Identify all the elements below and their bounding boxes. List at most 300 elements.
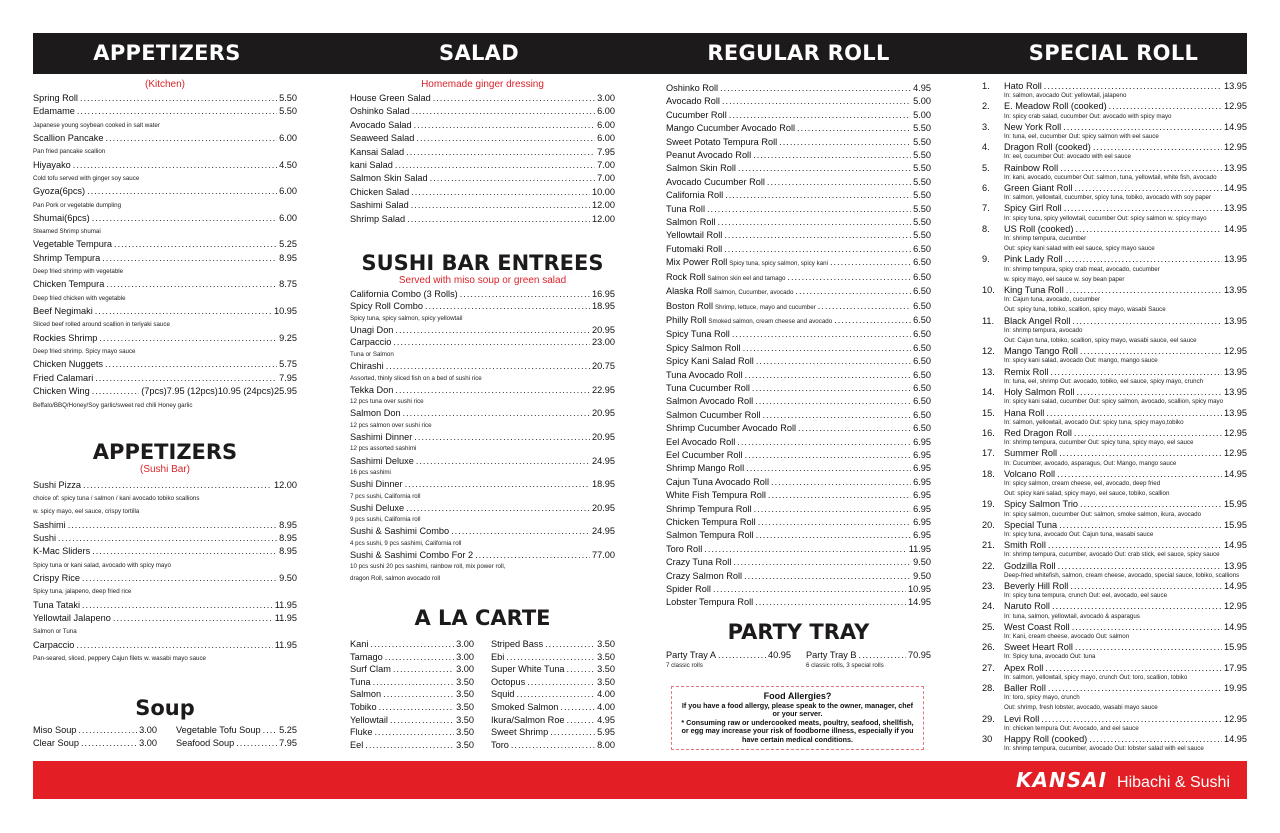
item-price: 12.95 <box>1224 101 1247 112</box>
item-name: Tuna Avocado Roll <box>666 369 743 380</box>
menu-item <box>666 382 931 395</box>
item-name: Shrimp Mango Roll <box>666 463 745 474</box>
menu-item <box>666 122 931 135</box>
item-name: Dragon Roll (cooked) <box>1004 142 1091 153</box>
item-description: In: shrimp tempura, cucumber, avocado Out: lobster salad with eel sauce <box>1004 745 1204 753</box>
item-price: 5.25 <box>279 725 297 735</box>
item-description: In: chicken tempura Out: Avocado, and eel sauce <box>1004 724 1139 732</box>
item-name: Crazy Salmon Roll <box>666 570 743 581</box>
leader-dots <box>1066 285 1222 295</box>
item-price: 14.95 <box>908 597 931 608</box>
special-roll-item <box>982 101 1247 111</box>
item-name: Gyoza(6pcs) <box>33 186 86 197</box>
item-price: 3.00 <box>456 639 474 649</box>
special-roll-item <box>982 683 1247 693</box>
item-price: 5.50 <box>913 163 931 174</box>
salad-column <box>350 78 615 584</box>
item-description: In: shrimp tempura, cucumber, avocado Out: crab stick, eel sauce, spicy sauce <box>1004 551 1220 559</box>
leader-dots <box>393 336 590 348</box>
appetizers-sushi-title: APPETIZERS <box>92 439 238 464</box>
menu-item <box>33 479 297 492</box>
item-price: 3.00 <box>456 651 474 662</box>
item-price: 6.00 <box>597 119 615 130</box>
item-name: Super White Tuna <box>491 664 565 675</box>
item-number: 28. <box>982 682 995 693</box>
menu-item <box>33 572 297 585</box>
leader-dots <box>1057 469 1222 479</box>
item-price: 5.50 <box>913 136 931 147</box>
menu-item <box>33 612 297 625</box>
item-name: Shrimp Cucumber Avocado Roll <box>666 423 797 434</box>
leader-dots <box>1044 81 1222 91</box>
item-price: 9.50 <box>913 570 931 581</box>
menu-item <box>666 285 931 299</box>
item-price: 14.95 <box>1224 580 1247 591</box>
item-name: Mix Power Roll <box>666 257 728 268</box>
brand-logo <box>1016 761 1230 799</box>
item-number: 16. <box>982 427 995 438</box>
item-description: In: tuna, eel, cucumber Out: spicy salmon with eel sauce <box>1004 133 1159 141</box>
leader-dots <box>395 324 590 336</box>
menu-item <box>350 502 615 514</box>
item-description: In: spicy tuna, avocado Out: Cajun tuna, wasabi sauce <box>1004 530 1154 538</box>
item-number: 11. <box>982 315 995 326</box>
menu-item <box>33 532 297 545</box>
item-description: Salmon, Cucumber, avocado <box>713 289 794 297</box>
item-name: Yellowtail <box>350 714 388 725</box>
item-name: Summer Roll <box>1004 448 1058 459</box>
item-price: 3.50 <box>456 727 474 738</box>
leader-dots <box>76 639 272 652</box>
regular-roll-column <box>666 82 931 610</box>
item-name: Special Tuna <box>1004 519 1058 530</box>
item-price: 10.95 <box>908 584 931 595</box>
leader-dots <box>1075 224 1222 234</box>
item-number: 10. <box>982 285 995 296</box>
leader-dots <box>1074 428 1222 438</box>
item-description: Out: spicy tuna, tobiko, scallion, spicy mayo, wasabi Sauce <box>1004 306 1166 314</box>
item-description: 16 pcs sashimi <box>350 468 391 476</box>
item-name: Tuna Roll <box>666 203 705 214</box>
item-price: 6.50 <box>913 314 931 325</box>
menu-item <box>666 328 931 341</box>
special-roll-item <box>982 448 1247 458</box>
item-price: 6.50 <box>913 423 931 434</box>
leader-dots <box>365 739 454 752</box>
menu-item <box>33 212 297 225</box>
item-name: Philly Roll <box>666 314 707 325</box>
item-name: Sweet Heart Roll <box>1004 642 1073 653</box>
leader-dots <box>517 688 596 701</box>
item-price: 5.00 <box>913 109 931 120</box>
item-price: 5.25 <box>279 239 297 250</box>
item-name: Salmon Tempura Roll <box>666 530 754 541</box>
item-name: Salmon Cucumber Roll <box>666 409 761 420</box>
leader-dots <box>475 549 590 561</box>
menu-item <box>666 176 931 189</box>
item-description: In: spicy salmon, cream cheese, eel, avocado, deep fried <box>1004 479 1161 487</box>
item-name: Rockies Shrimp <box>33 332 98 343</box>
item-price: 13.95 <box>1224 162 1247 173</box>
leader-dots <box>797 122 911 135</box>
leader-dots <box>99 332 277 345</box>
item-description: Deep-fried whitefish, salmon, cream cheese, avocado, special sauce, tobiko, scallions <box>1004 571 1240 579</box>
leader-dots <box>755 596 906 609</box>
allergy-line-1: If you have a food allergy, please speak to the owner, manager, chef <box>681 701 914 710</box>
leader-dots <box>722 95 911 108</box>
item-name: Chicken Nuggets <box>33 359 103 370</box>
item-name: Carpaccio <box>350 337 392 348</box>
item-name: Spicy Salmon Trio <box>1004 499 1079 510</box>
allergy-line-3: * Consuming raw or undercooked meats, poultry, seafood, shellfish, <box>681 717 914 727</box>
item-name: Tuna Tataki <box>33 599 80 610</box>
item-price: 24.95 <box>592 455 615 466</box>
item-price: 12.00 <box>592 200 615 211</box>
menu-item <box>33 238 297 251</box>
item-name: California Roll <box>666 190 724 201</box>
menu-item <box>350 336 615 348</box>
item-price: 23.00 <box>592 337 615 348</box>
item-number: 13. <box>982 366 995 377</box>
leader-dots <box>416 455 590 467</box>
item-name: Green Giant Roll <box>1004 183 1073 194</box>
leader-dots <box>746 462 911 475</box>
leader-dots <box>73 159 277 172</box>
item-name: Shrimp Salad <box>350 213 406 224</box>
item-number: 19. <box>982 499 995 510</box>
item-price: 14.95 <box>1224 183 1247 194</box>
special-roll-item <box>982 520 1247 530</box>
item-name: Mango Cucumber Avocado Roll <box>666 123 796 134</box>
item-number: 9. <box>982 254 990 265</box>
item-price: 11.95 <box>274 639 297 650</box>
item-price: 5.50 <box>913 190 931 201</box>
allergy-title: Food Allergies? <box>763 691 832 701</box>
item-description: choice of: spicy tuna / salmon / kani avocado tobiko scallions <box>33 495 200 503</box>
menu-item <box>33 519 297 532</box>
menu-item <box>666 489 931 502</box>
menu-item <box>491 688 615 701</box>
item-price: 20.95 <box>592 408 615 419</box>
item-price: 4.00 <box>597 701 615 712</box>
item-number: 17. <box>982 448 995 459</box>
item-name: Remix Roll <box>1004 366 1049 377</box>
item-price: 6.95 <box>913 490 931 501</box>
item-name: Eel <box>350 739 364 750</box>
item-description: 4 pcs sushi, 9 pcs sashimi, California roll <box>350 539 462 547</box>
menu-item <box>350 159 615 172</box>
menu-item <box>350 360 615 372</box>
item-price: 24.95 <box>592 526 615 537</box>
leader-dots <box>713 583 906 596</box>
item-price: 8.95 <box>279 532 297 543</box>
item-price: 3.50 <box>597 651 615 662</box>
leader-dots <box>545 638 595 651</box>
leader-dots <box>105 358 277 371</box>
leader-dots <box>406 502 590 514</box>
item-name: California Combo (3 Rolls) <box>350 289 458 300</box>
menu-item <box>491 638 615 651</box>
leader-dots <box>725 189 911 202</box>
menu-item <box>350 288 615 300</box>
leader-dots <box>724 243 911 256</box>
leader-dots <box>263 724 277 737</box>
party-tray-a-price: 40.95 <box>768 650 791 660</box>
item-name: Edamame <box>33 106 75 117</box>
item-description: Pan-seared, sliced, peppery Cajun filets w. wasabi mayo sauce <box>33 654 206 662</box>
leader-dots <box>114 238 277 251</box>
menu-item <box>350 739 474 752</box>
item-description: Out: spicy kani salad with eel sauce, spicy mayo sauce <box>1004 245 1155 253</box>
leader-dots <box>798 422 911 435</box>
menu-item <box>350 638 474 651</box>
leader-dots <box>1048 683 1222 693</box>
item-name: Clear Soup <box>33 738 79 749</box>
item-price: 3.50 <box>456 701 474 712</box>
item-price: 13.95 <box>1224 285 1247 296</box>
leader-dots <box>707 203 911 216</box>
party-tray-section <box>666 620 931 669</box>
item-price: 5.95 <box>597 727 615 738</box>
item-price: 6.95 <box>913 436 931 447</box>
item-price: 22.95 <box>592 384 615 395</box>
item-name: Salmon Don <box>350 408 401 419</box>
menu-item <box>491 714 615 727</box>
leader-dots <box>1060 163 1222 173</box>
leader-dots <box>743 342 912 355</box>
leader-dots <box>425 300 590 312</box>
item-price: 4.00 <box>597 689 615 700</box>
leader-dots <box>1050 367 1222 377</box>
item-description: In: shrimp tempura, cucumber <box>1004 235 1087 243</box>
item-name: Spider Roll <box>666 584 711 595</box>
menu-item <box>666 136 931 149</box>
item-price: 20.95 <box>592 431 615 442</box>
item-name: Eel Avocado Roll <box>666 436 736 447</box>
item-name: Fried Calamari <box>33 372 94 383</box>
item-price: 6.00 <box>597 133 615 144</box>
item-price: 12.95 <box>1224 427 1247 438</box>
menu-item <box>350 199 615 212</box>
leader-dots <box>1072 316 1222 326</box>
item-name: Salmon Skin Roll <box>666 163 736 174</box>
menu-item <box>666 570 931 583</box>
item-name: Sashimi <box>33 519 66 530</box>
menu-item <box>350 714 474 727</box>
leader-dots <box>779 136 911 149</box>
leader-dots <box>430 172 595 185</box>
salad-header: SALAD <box>439 41 519 65</box>
menu-item <box>350 726 474 739</box>
item-description: Smoked salmon, cream cheese and avocado <box>708 317 833 325</box>
leader-dots <box>414 119 595 132</box>
special-roll-item <box>982 346 1247 356</box>
leader-dots <box>830 256 911 269</box>
item-name: Yellowtail Jalapeno <box>33 612 111 623</box>
item-name: Vegetable Tempura <box>33 239 113 250</box>
item-name: Sashimi Deluxe <box>350 455 414 466</box>
special-roll-item <box>982 142 1247 152</box>
menu-item <box>666 503 931 516</box>
item-price: 5.50 <box>913 203 931 214</box>
special-roll-item <box>982 285 1247 295</box>
leader-dots <box>386 360 590 372</box>
item-name: Chirashi <box>350 361 384 372</box>
leader-dots <box>1093 142 1222 152</box>
alacarte-section <box>350 606 615 751</box>
item-name: Squid <box>491 689 515 700</box>
item-description: Deep fried shrimp. Spicy mayo sauce <box>33 348 136 356</box>
item-description: 9 pcs sushi, California roll <box>350 516 421 524</box>
menu-item <box>350 172 615 185</box>
leader-dots <box>758 516 911 529</box>
item-number: 27. <box>982 662 995 673</box>
menu-item <box>666 529 931 542</box>
item-price: 6.00 <box>279 212 297 223</box>
item-price: 6.95 <box>913 476 931 487</box>
menu-item <box>350 688 474 701</box>
item-price: 6.95 <box>913 449 931 460</box>
leader-dots <box>1046 408 1222 418</box>
appetizers-sushi-list <box>33 479 297 665</box>
leader-dots <box>724 229 911 242</box>
leader-dots <box>414 431 590 443</box>
item-price: 3.00 <box>139 725 157 735</box>
item-name: Sweet Potato Tempura Roll <box>666 136 778 147</box>
item-name: Happy Roll (cooked) <box>1004 734 1088 744</box>
leader-dots <box>1065 254 1222 264</box>
item-name: Sushi & Sashimi Combo <box>350 526 450 537</box>
leader-dots <box>745 369 911 382</box>
leader-dots <box>390 714 454 727</box>
item-name: White Fish Tempura Roll <box>666 490 766 501</box>
menu-item <box>33 332 297 345</box>
item-price: 5.50 <box>913 176 931 187</box>
party-tray-b-desc: 6 classic rolls, 3 special rolls <box>806 662 884 670</box>
leader-dots <box>379 701 455 714</box>
alacarte-list-left <box>350 638 474 751</box>
menu-item <box>33 545 297 558</box>
item-price: 6.95 <box>913 463 931 474</box>
item-name: King Tuna Roll <box>1004 285 1064 296</box>
leader-dots <box>105 132 277 145</box>
menu-item <box>33 278 297 291</box>
item-name: Scallion Pancake <box>33 133 104 144</box>
item-price: 16.95 <box>592 289 615 300</box>
leader-dots <box>406 146 595 159</box>
item-description: In: Cucumber, avocado, asparagus, Out: Mango, mango sauce <box>1004 459 1177 467</box>
item-description: In: spicy kani salad, cucumber Out: spicy salmon, avocado, scallion, spicy mayo <box>1004 398 1224 406</box>
item-name: West Coast Roll <box>1004 621 1070 632</box>
item-name: Holy Salmon Roll <box>1004 387 1075 398</box>
item-name: Chicken Tempura Roll <box>666 517 756 527</box>
item-price: 5.50 <box>279 93 297 103</box>
leader-dots <box>77 105 277 118</box>
leader-dots <box>407 213 590 226</box>
item-price: 7.95 <box>279 738 297 749</box>
menu-item <box>33 252 297 265</box>
item-price: 14.95 <box>1224 121 1247 132</box>
item-name: Futomaki Roll <box>666 243 723 254</box>
menu-item <box>33 737 157 750</box>
special-roll-item <box>982 540 1247 550</box>
item-description: Assorted, thinly sliced fish on a bed of sushi rice <box>350 374 482 382</box>
leader-dots <box>1080 346 1222 356</box>
menu-item <box>666 476 931 489</box>
sushi-bar-subtitle: (Sushi Bar) <box>139 463 190 475</box>
item-price: 6.95 <box>913 503 931 514</box>
leader-dots <box>795 285 911 298</box>
item-name: Eel Cucumber Roll <box>666 449 743 460</box>
menu-item <box>33 305 297 318</box>
item-description: Out: Cajun tuna, tobiko, scallion, spicy mayo, wasabi sauce, eel sauce <box>1004 337 1197 345</box>
item-description: In: toro, spicy mayo, crunch <box>1004 694 1080 702</box>
item-description: Japanese young soybean cooked in salt water <box>33 121 160 129</box>
leader-dots <box>567 714 596 727</box>
item-price: 11.95 <box>908 543 931 554</box>
item-name: Godzilla Roll <box>1004 560 1056 571</box>
leader-dots <box>385 651 454 664</box>
item-price: 6.00 <box>597 106 615 117</box>
item-price: 6.50 <box>913 271 931 282</box>
item-name: Rock Roll <box>666 271 706 282</box>
item-price: 14.95 <box>1224 223 1247 234</box>
item-description: Spicy tuna, spicy salmon, spicy yellowtail <box>350 314 463 322</box>
special-roll-item <box>982 163 1247 173</box>
item-price: 15.95 <box>1224 642 1247 653</box>
leader-dots <box>451 525 590 537</box>
leader-dots <box>82 572 277 585</box>
menu-item <box>350 455 615 467</box>
item-description: Tuna or Salmon <box>350 350 394 358</box>
special-roll-list <box>982 81 1247 754</box>
item-description: Salmon skin eel and tamago <box>707 274 786 282</box>
item-description: Deep fried chicken with vegetable <box>33 294 126 302</box>
item-description: Out: shrimp, fresh lobster, avocado, wasabi mayo sauce <box>1004 704 1158 712</box>
item-price: 6.50 <box>913 409 931 420</box>
menu-item <box>33 358 297 371</box>
item-name: Smoked Salmon <box>491 701 559 712</box>
item-name: K-Mac Sliders <box>33 546 91 557</box>
item-price: 13.95 <box>1224 387 1247 398</box>
menu-item <box>33 372 297 385</box>
item-description: Salmon or Tuna <box>33 628 77 636</box>
leader-dots <box>1041 714 1222 724</box>
leader-dots <box>1075 642 1222 652</box>
item-description: Shrimp, lettuce, mayo and cucumber <box>714 303 816 311</box>
menu-item <box>666 189 931 202</box>
item-name: Mango Tango Roll <box>1004 346 1078 357</box>
leader-dots <box>1063 122 1222 132</box>
leader-dots <box>834 314 911 327</box>
item-name: Tobiko <box>350 701 377 712</box>
leader-dots <box>383 688 454 701</box>
item-name: Beverly Hill Roll <box>1004 580 1069 591</box>
leader-dots <box>411 199 590 212</box>
item-number: 7. <box>982 203 990 214</box>
menu-item <box>666 516 931 529</box>
leader-dots <box>433 92 595 105</box>
leader-dots <box>1064 203 1222 213</box>
item-price: 6.50 <box>913 329 931 340</box>
leader-dots <box>744 570 911 583</box>
menu-item <box>350 119 615 132</box>
item-name: Salmon Skin Salad <box>350 173 428 184</box>
item-description: In: spicy tuna tempura, crunch Out: eel, avocado, eel sauce <box>1004 592 1168 600</box>
item-price: 9.25 <box>279 332 297 343</box>
leader-dots <box>506 651 595 664</box>
item-name: Apex Roll <box>1004 662 1044 673</box>
